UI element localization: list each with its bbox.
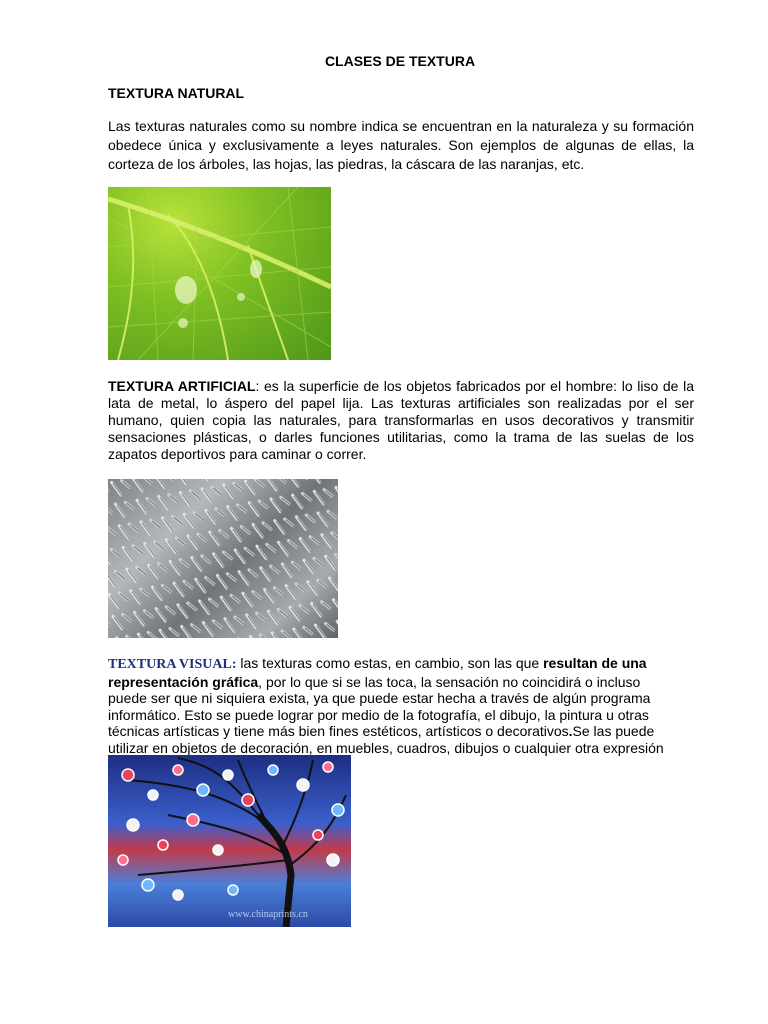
visual-bold-period: .	[568, 723, 573, 739]
heading-textura-natural: TEXTURA NATURAL	[108, 85, 245, 101]
artificial-text: : es la superficie de los objetos fabricados por el hombre: lo liso de la lata de metal, lo áspero del papel lija. Las texturas artificiales son realizadas por el ser humano, quien copia las naturales, para transformarlas en usos decorativos y transmitir sensaciones plásticas, o darles funciones utilitarias, como la trama de las suelas de los zapatos deportivos para caminar o correr.	[108, 378, 694, 462]
paragraph-natural: Las texturas naturales como su nombre indica se encuentran en la naturaleza y su formación obedece única y exclusivamente a leyes naturales. Son ejemplos de algunas de ellas, la corteza de los árboles, las hojas, las piedras, la cáscara de las naranjas, etc.	[108, 118, 694, 172]
leaf-texture-image	[108, 187, 331, 360]
visual-text-c: Se las puede utilizar en objetos de decoración, en muebles, cuadros, dibujos o cualquier otra expresión	[108, 723, 664, 756]
page-title: CLASES DE TEXTURA	[324, 53, 476, 69]
label-textura-artificial: TEXTURA ARTIFICIAL	[108, 378, 256, 394]
visual-bold-phrase: resultan de una representación gráfica	[108, 655, 647, 690]
watermark-text: www.chinaprints.cn	[228, 909, 308, 920]
tree-painting-image	[108, 755, 351, 927]
paragraph-artificial	[108, 378, 694, 463]
metal-plate-texture-image	[108, 479, 338, 638]
visual-text-b: , por lo que si se las toca, la sensación no coincidirá o incluso puede ser que ni siquiera exista, ya que puede estar hecha a través de algún programa informático. Esto se puede lograr por medio de la fotografía, el dibujo, la pintura u otras técnicas artísticas y tiene más bien fines estéticos, artísticos o decorativos	[108, 673, 651, 739]
visual-text-a: las texturas como estas, en cambio, son las que	[236, 655, 544, 671]
label-textura-visual: TEXTURA VISUAL:	[108, 657, 237, 672]
